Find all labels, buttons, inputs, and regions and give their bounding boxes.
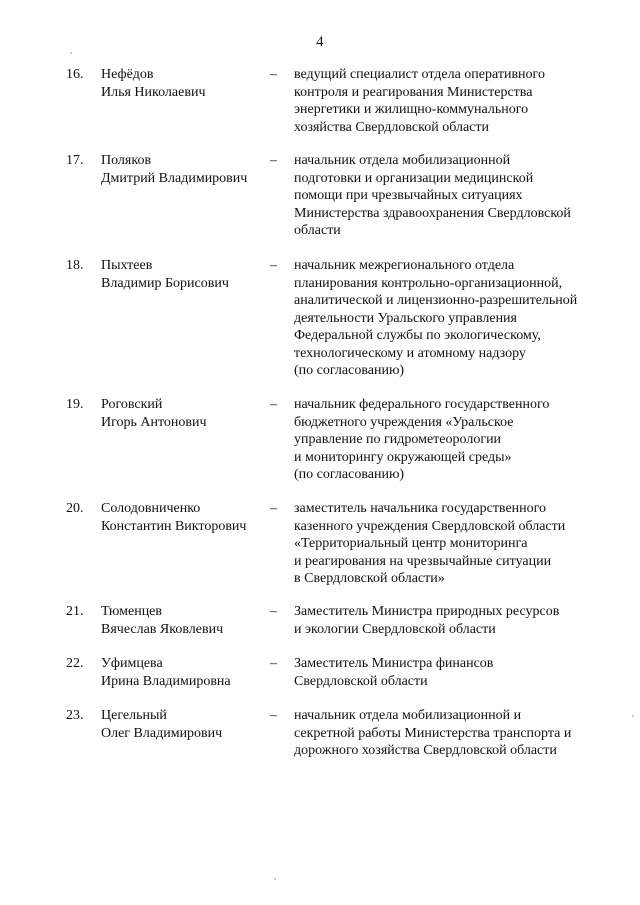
position-description	[294, 500, 609, 588]
dash-separator: –	[270, 656, 277, 671]
position-line: начальник межрегионального отдела	[294, 258, 515, 273]
position-line: Заместитель Министра финансов	[294, 656, 494, 671]
position-line: начальник отдела мобилизационной и	[294, 708, 522, 723]
dash-separator: –	[270, 153, 277, 168]
position-line: начальник федерального государственного	[294, 397, 550, 412]
given-names: Дмитрий Владимирович	[101, 170, 248, 186]
position-line: аналитической и лицензионно-разрешительной	[294, 293, 578, 308]
surname: Уфимцева	[101, 656, 163, 671]
dash-separator: –	[270, 604, 277, 619]
person-name	[101, 707, 271, 742]
dash-separator: –	[270, 501, 277, 516]
dash-separator: –	[270, 708, 277, 723]
entry-number: 16.	[66, 67, 84, 82]
position-line: дорожного хозяйства Свердловской области	[294, 743, 557, 758]
entry-number: 21.	[66, 604, 84, 619]
position-line: управление по гидрометеорологии	[294, 432, 502, 447]
position-description	[294, 707, 609, 760]
position-line: Федеральной службы по экологическому,	[294, 328, 541, 343]
position-description	[294, 257, 609, 380]
given-names: Игорь Антонович	[101, 414, 207, 430]
entry-number: 19.	[66, 397, 84, 412]
position-line: области	[294, 223, 341, 238]
given-names: Владимир Борисович	[101, 275, 229, 291]
position-line: начальник отдела мобилизационной	[294, 153, 511, 168]
position-line: казенного учреждения Свердловской области	[294, 518, 566, 534]
scan-speck	[632, 715, 634, 717]
position-line: деятельности Уральского управления	[294, 310, 517, 326]
entry-number: 18.	[66, 258, 84, 273]
page-number: 4	[316, 34, 324, 50]
position-line: и экологии Свердловской области	[294, 621, 496, 637]
position-line: и реагирования на чрезвычайные ситуации	[294, 553, 552, 569]
surname: Цегельный	[101, 708, 167, 723]
position-line: (по согласованию)	[294, 467, 405, 482]
entry-number: 23.	[66, 708, 84, 723]
position-description	[294, 603, 609, 638]
position-line: технологическому и атомному надзору	[294, 345, 526, 361]
position-line: Свердловской области	[294, 673, 428, 689]
surname: Поляков	[101, 153, 152, 168]
dash-separator: –	[270, 258, 277, 273]
entry-number: 20.	[66, 501, 84, 516]
person-name	[101, 66, 271, 101]
position-description	[294, 655, 609, 690]
position-line: секретной работы Министерства транспорта и	[294, 725, 572, 741]
position-line: бюджетного учреждения «Уральское	[294, 414, 514, 430]
position-line: заместитель начальника государственного	[294, 501, 547, 516]
person-name	[101, 396, 271, 431]
given-names: Илья Николаевич	[101, 84, 206, 100]
person-name	[101, 655, 271, 690]
person-name	[101, 500, 271, 535]
position-line: Заместитель Министра природных ресурсов	[294, 604, 560, 619]
position-line: ведущий специалист отдела оперативного	[294, 67, 545, 82]
position-line: подготовки и организации медицинской	[294, 170, 534, 186]
position-line: и мониторингу окружающей среды»	[294, 449, 512, 465]
position-line: хозяйства Свердловской области	[294, 119, 490, 135]
surname: Роговский	[101, 397, 163, 412]
surname: Нефёдов	[101, 67, 154, 82]
position-description	[294, 66, 609, 136]
given-names: Константин Викторович	[101, 518, 247, 534]
position-line: «Территориальный центр мониторинга	[294, 536, 528, 551]
given-names: Олег Владимирович	[101, 725, 223, 741]
given-names: Вячеслав Яковлевич	[101, 621, 224, 637]
dash-separator: –	[270, 67, 277, 82]
position-line: планирования контрольно-организационной,	[294, 275, 563, 291]
person-name	[101, 603, 271, 638]
person-name	[101, 257, 271, 292]
position-line: энергетики и жилищно-коммунального	[294, 102, 529, 117]
given-names: Ирина Владимировна	[101, 673, 231, 689]
scan-speck	[274, 878, 276, 880]
position-line: в Свердловской области»	[294, 571, 445, 586]
entry-number: 22.	[66, 656, 84, 671]
position-line: помощи при чрезвычайных ситуациях	[294, 188, 523, 203]
position-line: контроля и реагирования Министерства	[294, 84, 533, 100]
dash-separator: –	[270, 397, 277, 412]
surname: Тюменцев	[101, 604, 163, 619]
position-line: Министерства здравоохранения Свердловской	[294, 205, 571, 221]
position-description	[294, 152, 609, 240]
person-name	[101, 152, 271, 187]
scan-speck	[70, 52, 72, 54]
position-line: (по согласованию)	[294, 363, 405, 378]
surname: Пыхтеев	[101, 258, 153, 273]
surname: Солодовниченко	[101, 501, 201, 516]
entry-number: 17.	[66, 153, 84, 168]
position-description	[294, 396, 609, 484]
